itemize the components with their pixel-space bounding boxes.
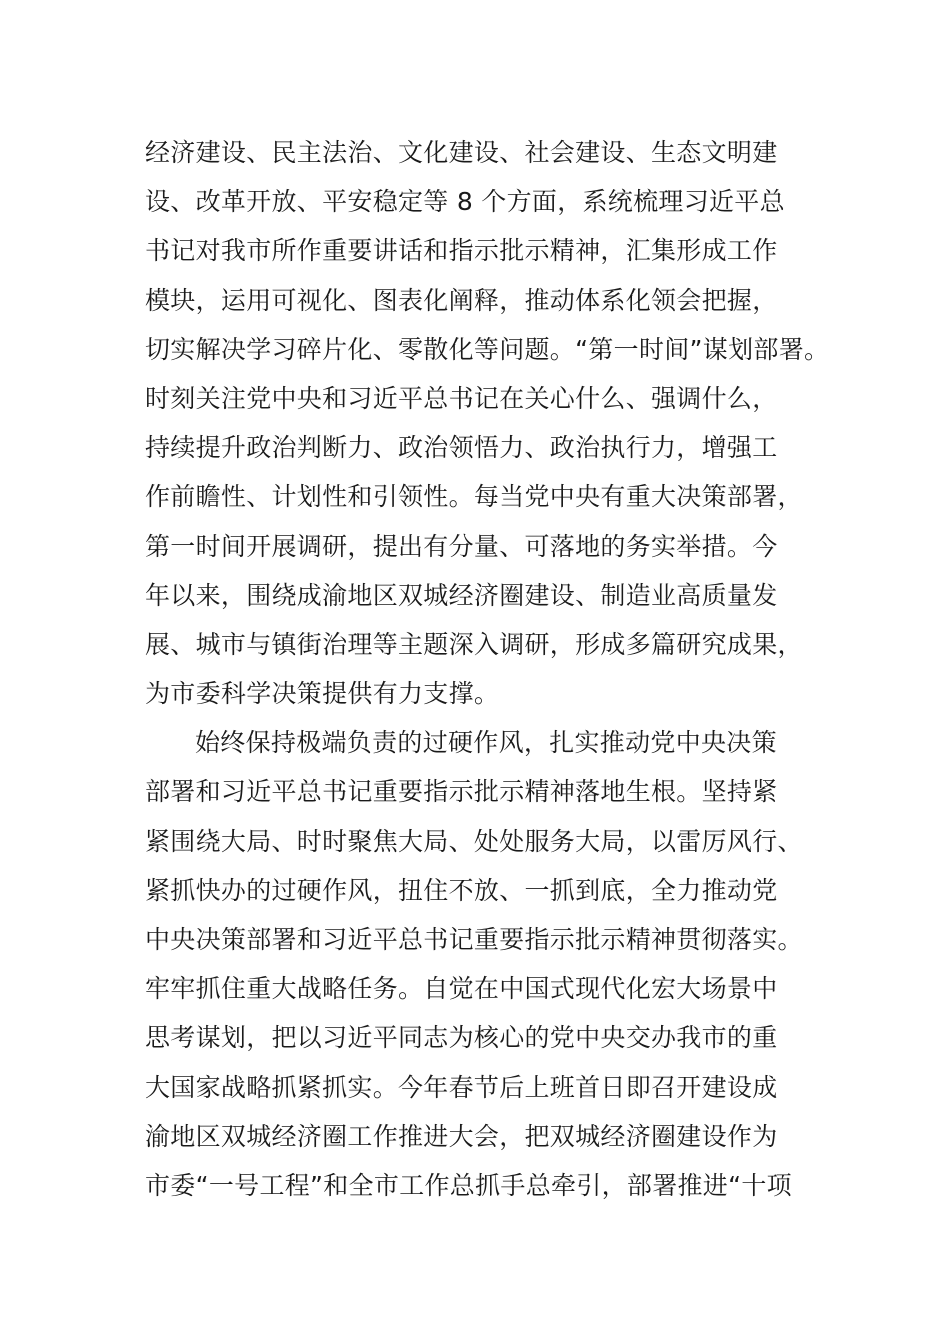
text-line: 设、改革开放、平安稳定等 8 个方面，系统梳理习近平总 [145,187,785,217]
text-line: 渝地区双城经济圈工作推进大会，把双城经济圈建设作为 [145,1121,778,1151]
text-line: 持续提升政治判断力、政治领悟力、政治执行力，增强工 [145,433,778,463]
text-line: 牢牢抓住重大战略任务。自觉在中国式现代化宏大场景中 [145,974,778,1004]
text-line: 书记对我市所作重要讲话和指示批示精神，汇集形成工作 [145,236,778,266]
text-line: 展、城市与镇街治理等主题深入调研，形成多篇研究成果， [145,629,803,659]
text-line: 紧围绕大局、时时聚焦大局、处处服务大局，以雷厉风行、 [145,826,803,856]
text-line: 切实解决学习碎片化、零散化等问题。“第一时间”谋划部署。 [145,334,830,364]
paragraph-start-line: 始终保持极端负责的过硬作风，扎实推动党中央决策 [195,728,777,758]
text-line: 经济建设、民主法治、文化建设、社会建设、生态文明建 [145,138,778,167]
text-line: 市委“一号工程”和全市工作总抓手总牵引，部署推进“十项 [145,1170,792,1200]
text-line: 中央决策部署和习近平总书记重要指示批示精神贯彻落实。 [145,925,803,954]
text-line: 作前瞻性、计划性和引领性。每当党中央有重大决策部署， [145,482,803,512]
text-line: 思考谋划，把以习近平同志为核心的党中央交办我市的重 [145,1023,778,1053]
document-body [145,128,830,1210]
text-line: 部署和习近平总书记重要指示批示精神落地生根。坚持紧 [145,777,778,807]
text-line: 模块，运用可视化、图表化阐释，推动体系化领会把握， [145,285,778,315]
text-line: 时刻关注党中央和习近平总书记在关心什么、强调什么， [145,383,778,413]
text-line: 第一时间开展调研，提出有分量、可落地的务实举措。今 [145,531,778,561]
text-line: 年以来，围绕成渝地区双城经济圈建设、制造业高质量发 [145,580,778,610]
text-line: 大国家战略抓紧抓实。今年春节后上班首日即召开建设成 [145,1072,778,1102]
text-line: 紧抓快办的过硬作风，扭住不放、一抓到底，全力推动党 [145,875,778,905]
text-line: 为市委科学决策提供有力支撑。 [145,679,500,709]
